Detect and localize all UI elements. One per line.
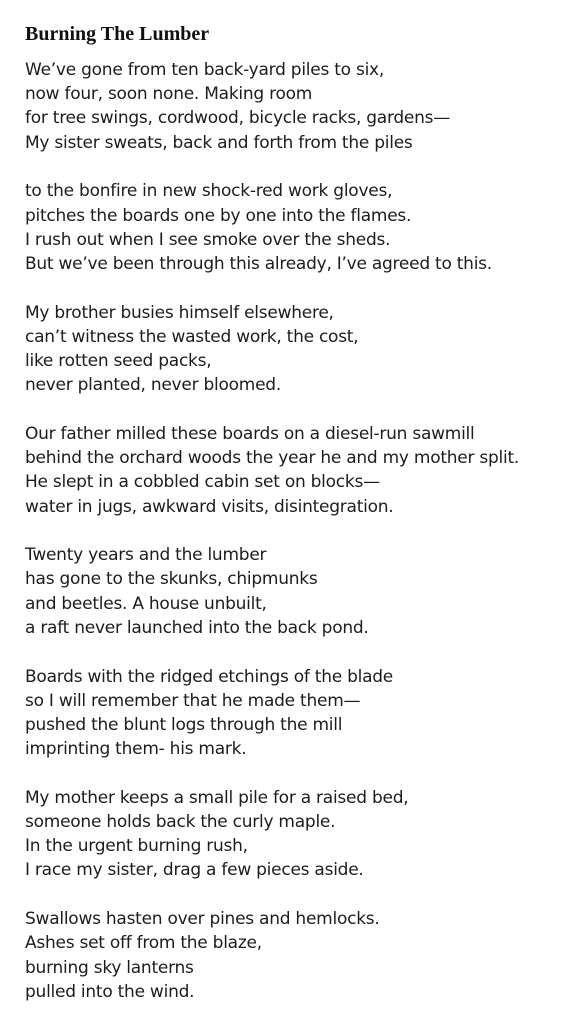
stanza-6 — [25, 665, 565, 762]
poem-line: Boards with the ridged etchings of the blade — [25, 666, 394, 687]
poem-line: never planted, never bloomed. — [25, 375, 282, 396]
poem-page — [25, 20, 565, 1029]
stanza-7 — [25, 786, 565, 883]
stanza-4 — [25, 422, 565, 519]
poem-line: burning sky lanterns — [25, 957, 194, 978]
poem-line: to the bonfire in new shock-red work gloves, — [25, 181, 393, 202]
poem-title: Burning The Lumber — [25, 23, 210, 45]
poem-line: like rotten seed packs, — [25, 351, 212, 372]
poem-line: for tree swings, cordwood, bicycle racks, gardens— — [25, 108, 451, 129]
poem-line: and beetles. A house unbuilt, — [25, 593, 267, 614]
stanza-8 — [25, 907, 565, 1004]
poem-line: now four, soon none. Making room — [25, 84, 313, 105]
poem-line: water in jugs, awkward visits, disintegration. — [25, 496, 394, 517]
poem-line: behind the orchard woods the year he and my mother split. — [25, 448, 520, 469]
poem-line: In the urgent burning rush, — [25, 836, 248, 857]
poem-line: Our father milled these boards on a diesel-run sawmill — [25, 423, 475, 444]
poem-line: can’t witness the wasted work, the cost, — [25, 326, 359, 347]
poem-body — [25, 58, 565, 1004]
poem-line: But we’ve been through this already, I’ve agreed to this. — [25, 253, 492, 274]
poem-line: Ashes set off from the blaze, — [25, 933, 262, 954]
stanza-2 — [25, 179, 565, 276]
poem-line: imprinting them- his mark. — [25, 739, 247, 760]
poem-line: someone holds back the curly maple. — [25, 812, 336, 833]
poem-line: pulled into the wind. — [25, 981, 195, 1002]
poem-line: He slept in a cobbled cabin set on blocks— — [25, 472, 380, 493]
poem-line: pitches the boards one by one into the flames. — [25, 205, 412, 226]
stanza-5 — [25, 543, 565, 640]
poem-line: We’ve gone from ten back-yard piles to six, — [25, 60, 385, 80]
poem-line: a raft never launched into the back pond. — [25, 617, 369, 638]
poem-line: My mother keeps a small pile for a raised bed, — [25, 787, 409, 808]
poem-line: My brother busies himself elsewhere, — [25, 302, 334, 323]
poem-line: My sister sweats, back and forth from the piles — [25, 132, 413, 153]
stanza-1 — [25, 58, 565, 155]
poem-line: Twenty years and the lumber — [25, 545, 267, 566]
poem-line: pushed the blunt logs through the mill — [25, 714, 343, 735]
poem-line: I rush out when I see smoke over the sheds. — [25, 229, 391, 250]
poem-line: so I will remember that he made them— — [25, 690, 361, 711]
poem-line: I race my sister, drag a few pieces aside. — [25, 860, 364, 881]
stanza-3 — [25, 301, 565, 398]
poem-line: has gone to the skunks, chipmunks — [25, 569, 318, 590]
poem-line: Swallows hasten over pines and hemlocks. — [25, 909, 380, 930]
